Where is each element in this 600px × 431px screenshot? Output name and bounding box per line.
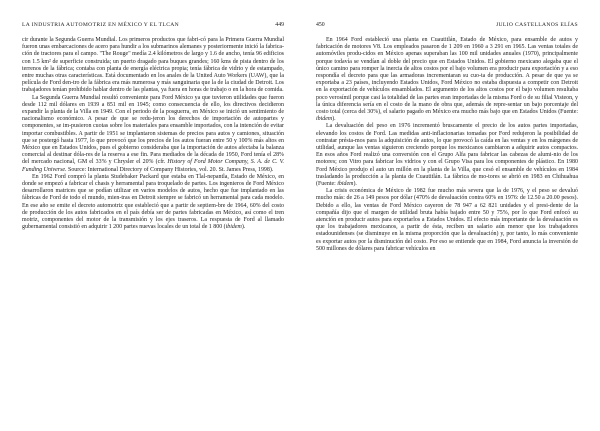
left-body-text: [22, 37, 284, 231]
text-segment: cir durante la Segunda Guerra Mundial. Los primeros productos que fabri-có para la Primera Guerra Mundial fueron unas embarcaciones de acero para hundir a los submarinos alemanes y posteriormente inició la fabrica-ción de tractores para el campo. "The Rouge" medía 2.4 kilómetros de largo y 1.6 de ancho, tenía 96 edificios con 1.5 km² de superficie construida; un puerto dragado para buques grandes; 160 kms de pista dentro de los terrenos de la fábrica; contaba con planta de energía eléctrica propia; tenía fábrica de vidrio y de estampado, entre muchas otras características. Está documentado en los anales de la United Auto Workers (UAW), que la película de Ford den-tro de la fábrica era más numerosa y más sanguinaria que la de la ciudad de Detroit. Los trabajadores tenían prohibido hablar dentro de las plantas, ya fuera en horas de trabajo o en la hora de comida.: [22, 37, 284, 94]
paragraph: [316, 37, 578, 123]
italic-text-segment: History of Ford Motor Company, S. A. de C. V. Funding Universe: [22, 159, 284, 173]
text-segment: ).: [241, 224, 246, 231]
text-segment: La Segunda Guerra Mundial resultó conveniente para Ford México ya que tuvieron utilidades que fueron desde 112 mil dólares en 1939 a 851 mil en 1945; como consecuencia de ello, los directivos decidieron expandir la planta de la Villa en 1949. Con el periodo de la posguerra, en México se inició un sentimiento de nacionalismo económico. A pesar de que se redu-jeron los derechos de importación de autopartes y componentes, se im-pusieron cuotas sobre los materiales para ensamble importados, con la intención de evitar importar combustibles. A partir de 1951 se implantaron sistemas de precios para autos y camiones, situación que se postergó hasta 1977, lo que provocó que los precios de los autos fueran entre 50 y 100% más altos en México que en Estados Unidos, pues el gobierno consideraba que la importación de autos afectaba la balanza comercial al destinar dóla-res de la reserva a ese fin. Para mediados de la década de 1950, Ford tenía el 28% del mercado nacional, GM el 33% y Chrysler el 20% (cfr.: [22, 94, 284, 166]
text-segment: ).: [353, 181, 357, 188]
paragraph: [316, 123, 578, 188]
text-segment: La crisis económica de México de 1982 fue mucho más severa que la de 1976, y el peso se devaluó mucho más: de 26 a 149 pesos por dólar (470% de devaluación contra 60% en 1976: de 12.50 a 20.00 pesos). Debido a ello, las ventas de Ford México cayeron de 78 947 a 62 821 unidades y el presi-dente de la compañía dijo que el margen de utilidad bruta había bajado entre 50 y 75%, por lo que Ford enfocó su atención en producir autos para exportarlos a Estados Unidos. El efecto más importante de la devaluación es que los trabajadores mexicanos, a partir de ésta, reciben un salario aún menor que los trabajadores estadounidenses (se disminuye en la misma proporción que la devaluación) y, por tanto, lo más conveniente es exportar autos por la disminución del costo. Por eso se entiende que en 1984, Ford anuncia la inversión de 500 millones de dólares para fabricar vehículos en: [316, 188, 578, 252]
right-running-head: [316, 22, 578, 32]
paragraph: [22, 37, 284, 95]
paragraph: [22, 95, 284, 174]
left-running-head-title: LA INDUSTRIA AUTOMOTRIZ EN MÉXICO Y EL TLCAN: [22, 22, 180, 28]
italic-text-segment: ibidem: [316, 116, 333, 123]
paragraph: [22, 174, 284, 232]
paragraph: [316, 188, 578, 253]
left-page-number: 449: [275, 22, 284, 28]
text-segment: ).: [332, 116, 336, 123]
italic-text-segment: ibidem: [225, 224, 242, 231]
right-running-head-title: JULIO CASTELLANOS ELÍAS: [495, 22, 578, 28]
text-segment: . Source: International Directory of Company Histories, vol. 20. St. James Press, 1998).: [65, 166, 274, 173]
right-page-number: 450: [316, 22, 325, 28]
italic-text-segment: ibidem: [337, 181, 354, 188]
right-page: [316, 22, 578, 427]
left-page: [22, 22, 284, 427]
right-body-text: [316, 37, 578, 253]
left-running-head: [22, 22, 284, 32]
text-segment: En 1964 Ford estableció una planta en Cuautitlán, Estado de México, para ensamble de autos y fabricación de motores V8. Los empleados pasaron de 1 209 en 1960 a 3 291 en 1965. Las ventas totales de automóviles produ-cidos en México apenas superaban las 100 mil unidades anuales (1970), principalmente porque todavía se vendían al doble del precio que en Estados Unidos. El gobierno mexicano alegaba que el único camino para romper la inercia de altos costos por el bajo volumen era producir para exportación y a eso respondía el decreto para que las armadoras incrementaran su cuo-ta de producción. A pesar de que ya se exportaba a 23 países, incluyendo Estados Unidos, Ford México no estaba dispuesta a competir con Detroit en la exportación de vehículos ensamblados. El argumento de los altos costos por el bajo volumen resultaba poco verosímil porque casi la totalidad de las partes eran importadas de la misma Ford o de su filial Visteon, y la única diferencia sería en el costo de la mano de obra que, además de repre-sentar un bajo porcentaje del costo total (cerca del 30%), el salario pagado en México era mucho más bajo que en Estados Unidos (Fuente:: [316, 37, 578, 116]
text-segment: La devaluación del peso en 1976 incrementó bruscamente el precio de los autos partes importadas, elevando los costos de Ford. Las medidas anti-inflacionarias tomadas por Ford redujeron la posibilidad de contratar présta-mos para la adquisición de autos, lo que provocó la caída en las ventas y en los márgenes de utilidad, aunque las ventas siguieron creciendo porque los mexicanos cambiaron a adquirir autos compactos. En esos años Ford realizó una conversión con el Grupo Alfa para fabricar las cabezas de alumi-nio de los motores; con Vitro para fabricar los vidrios y con el Grupo Visa para los componentes de plástico. En 1980 Ford México produjo el auto un millón en la planta de la Villa, que cesó el ensamble de vehículos en 1984 trasladando la producción a la planta de Cuautitlán. La fábrica de mo-tores se abrió en 1983 en Chihuahua (Fuente:: [316, 123, 578, 188]
text-segment: En 1962 Ford compró la planta Studebaker Packard que estaba en Tlal-nepantla, Estado de México, en donde se empezó a fabricar el chasis y herramental para troquelado de partes. Los ingenieros de Ford México desarrollaron matrices que se podían utilizar en varios modelos de autos, hecho que fue implantado en las fábricas de Ford de todo el mundo, mien-tras en Detroit siempre se fabricó un herramental para cada modelo. En ese año se emite el decreto automotriz que estableció que a partir de septiem-bre de 1964, 60% del costo de producción de los autos fabricados en el país debía ser de partes fabricadas en México, así como el tren motriz, componentes del motor de la transmisión y los ejes traseros. La respuesta de Ford al llamado gubernamental consistió en adquirir 1 200 partes nuevas locales de un total de 1 800 (: [22, 173, 284, 231]
